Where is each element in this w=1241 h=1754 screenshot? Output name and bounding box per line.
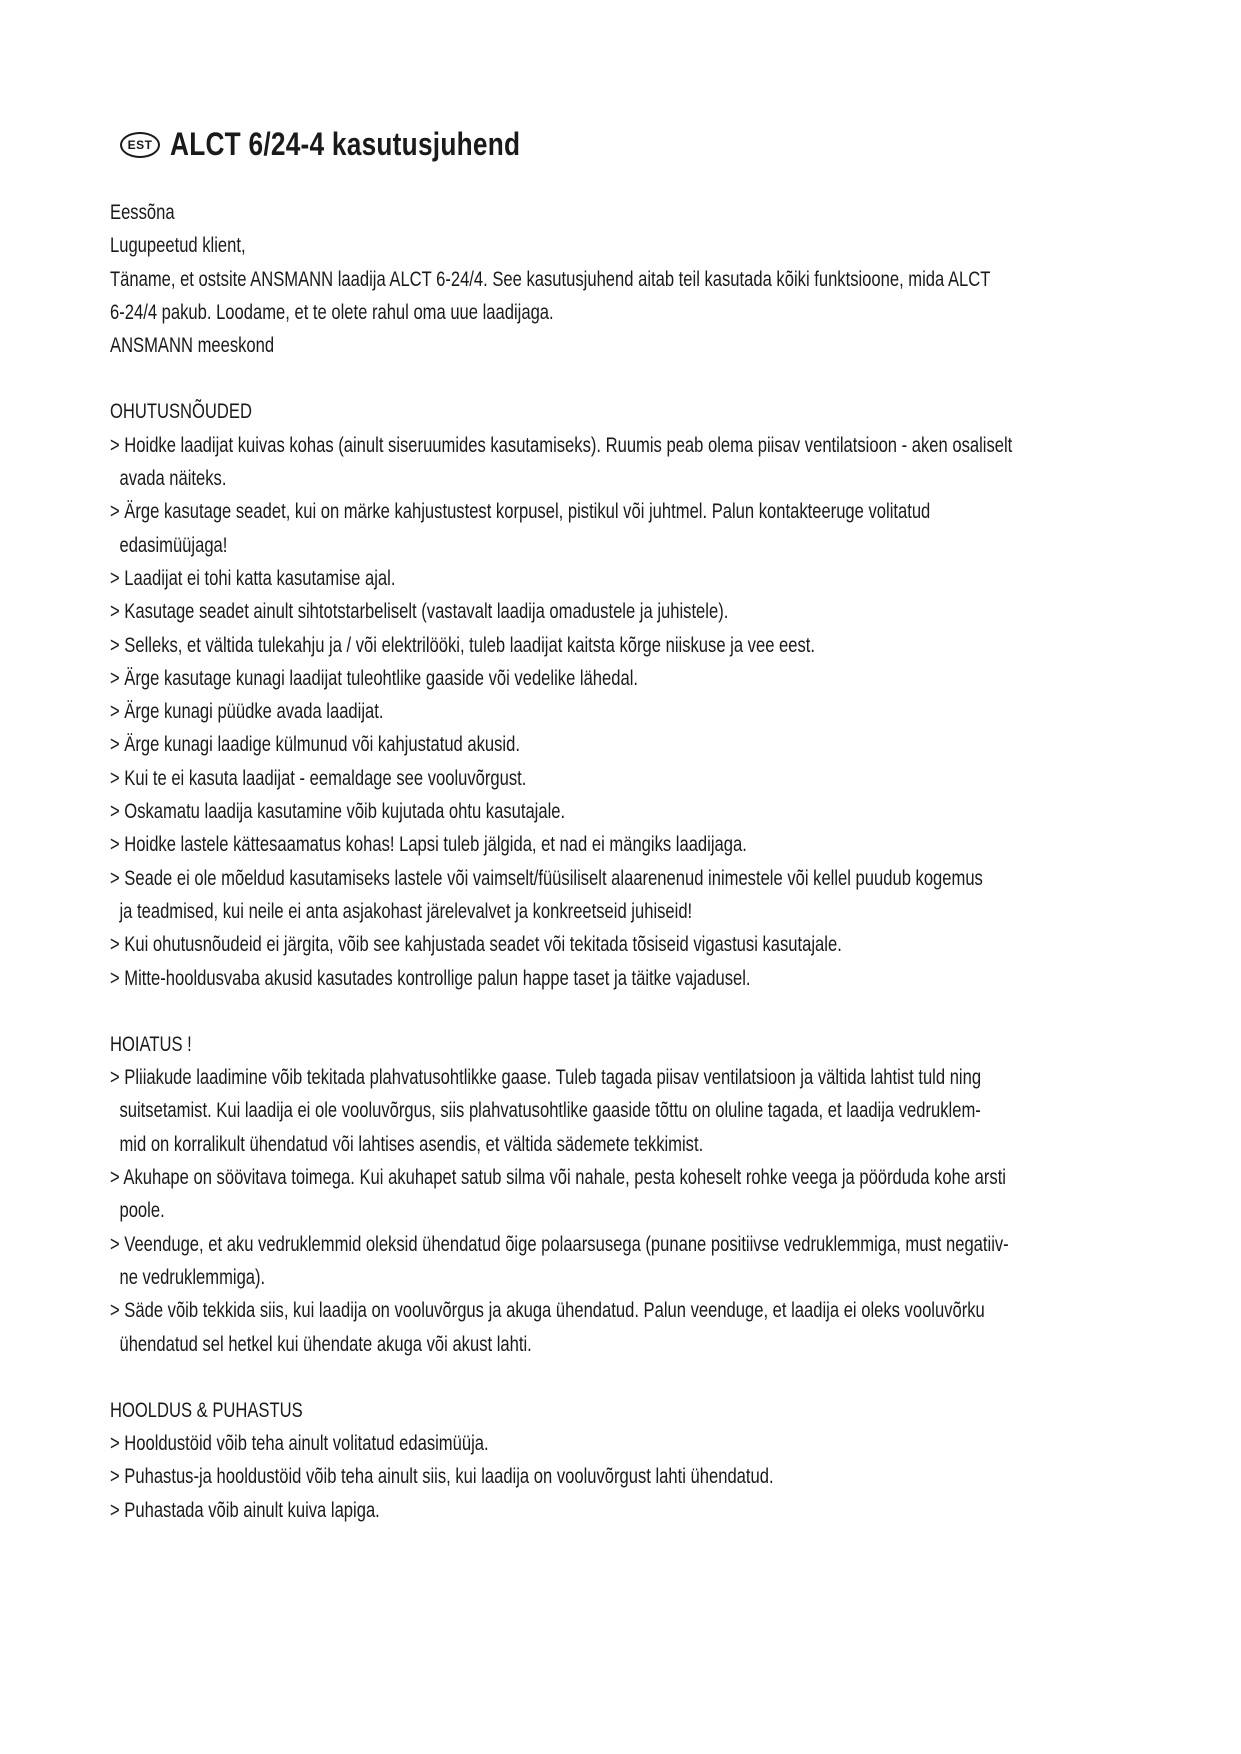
- list-item-text: > Puhastada võib ainult kuiva lapiga.: [110, 1498, 380, 1522]
- intro-line: Täname, et ostsite ANSMANN laadija ALCT 6-24/4. See kasutusjuhend aitab teil kasutada kõiki funktsioone, mida ALCT: [110, 267, 991, 291]
- list-item: [110, 629, 1153, 662]
- care-section: [110, 1394, 1153, 1527]
- list-item-continuation: ja teadmised, kui neile ei anta asjakohast järelevalvet ja konkreetseid juhiseid!: [119, 899, 693, 923]
- list-item: [110, 1494, 1153, 1527]
- list-item-continuation: ühendatud sel hetkel kui ühendate akuga või akust lahti.: [119, 1332, 532, 1356]
- list-item-continuation: edasimüüjaga!: [119, 533, 228, 557]
- list-item-continuation: mid on korralikult ühendatud või lahtises asendis, et vältida sädemete tekkimist.: [119, 1132, 704, 1156]
- list-item-text: > Veenduge, et aku vedruklemmid oleksid ühendatud õige polaarsusega (punane positiivse vedruklemmiga, must negatiiv-: [110, 1232, 1009, 1256]
- intro-section: [110, 196, 1153, 362]
- list-item-text: > Kui te ei kasuta laadijat - eemaldage see vooluvõrgust.: [110, 766, 527, 790]
- list-item-text: > Hoidke laadijat kuivas kohas (ainult siseruumides kasutamiseks). Ruumis peab olema piisav ventilatsioon - aken osaliselt: [110, 433, 1013, 457]
- list-item: [110, 1228, 1153, 1295]
- list-item-text: > Selleks, et vältida tulekahju ja / või elektrilööki, tuleb laadijat kaitsta kõrge niiskuse ja vee eest.: [110, 633, 816, 657]
- list-item-continuation: suitsetamist. Kui laadija ei ole vooluvõrgus, siis plahvatusohtlike gaaside tõttu on oluline tagada, et laadija vedruklem-: [119, 1099, 981, 1123]
- list-item: [110, 562, 1153, 595]
- list-item: [110, 728, 1153, 761]
- section-heading: HOIATUS !: [110, 1032, 192, 1056]
- list-item: [110, 862, 1153, 929]
- care-list: [110, 1427, 1153, 1527]
- list-item-text: > Seade ei ole mõeldud kasutamiseks lastele või vaimselt/füüsiliselt alaarenenud inimestele või kellel puudub kogemus: [110, 866, 983, 890]
- section-heading: HOOLDUS & PUHASTUS: [110, 1398, 303, 1422]
- list-item-text: > Laadijat ei tohi katta kasutamise ajal.: [110, 566, 396, 590]
- language-badge: EST: [120, 132, 160, 158]
- intro-line: Lugupeetud klient,: [110, 234, 246, 258]
- list-item: [110, 1061, 1153, 1161]
- list-item-continuation: poole.: [119, 1199, 165, 1223]
- list-item-text: > Hoidke lastele kättesaamatus kohas! Lapsi tuleb jälgida, et nad ei mängiks laadijaga.: [110, 833, 747, 857]
- list-item: [110, 828, 1153, 861]
- warning-section: [110, 1028, 1153, 1361]
- document-body: [110, 196, 1153, 1527]
- section-heading: OHUTUSNÕUDED: [110, 400, 252, 424]
- list-item-continuation: avada näiteks.: [119, 467, 227, 491]
- list-item-text: > Oskamatu laadija kasutamine võib kujutada ohtu kasutajale.: [110, 800, 566, 824]
- list-item: [110, 429, 1153, 496]
- safety-list: [110, 429, 1153, 995]
- list-item: [110, 495, 1153, 562]
- list-item-text: > Pliiakude laadimine võib tekitada plahvatusohtlikke gaase. Tuleb tagada piisav ventilatsioon ja vältida lahtist tuld ning: [110, 1066, 982, 1090]
- list-item: [110, 1294, 1153, 1361]
- intro-line: ANSMANN meeskond: [110, 334, 275, 358]
- list-item-text: > Ärge kasutage seadet, kui on märke kahjustustest korpusel, pistikul või juhtmel. Palun kontakteeruge volitatud: [110, 500, 931, 524]
- list-item: [110, 1161, 1153, 1228]
- list-item-continuation: ne vedruklemmiga).: [119, 1265, 266, 1289]
- list-item-text: > Ärge kasutage kunagi laadijat tuleohtlike gaaside või vedelike lähedal.: [110, 666, 639, 690]
- list-item: [110, 662, 1153, 695]
- list-item-text: > Kui ohutusnõudeid ei järgita, võib see kahjustada seadet või tekitada tõsiseid vigastusi kasutajale.: [110, 933, 842, 957]
- list-item-text: > Säde võib tekkida siis, kui laadija on vooluvõrgus ja akuga ühendatud. Palun veenduge, et laadija ei oleks vooluvõrku: [110, 1299, 985, 1323]
- list-item-text: > Puhastus-ja hooldustöid võib teha ainult siis, kui laadija on vooluvõrgust lahti ühendatud.: [110, 1465, 774, 1489]
- list-item: [110, 595, 1153, 628]
- list-item: [110, 928, 1153, 961]
- list-item-text: > Akuhape on söövitava toimega. Kui akuhapet satub silma või nahale, pesta koheselt rohke veega ja pöörduda kohe arsti: [110, 1166, 1006, 1190]
- list-item: [110, 762, 1153, 795]
- safety-section: [110, 395, 1153, 994]
- list-item: [110, 795, 1153, 828]
- intro-line: 6-24/4 pakub. Loodame, et te olete rahul oma uue laadijaga.: [110, 300, 554, 324]
- list-item-text: > Hooldustöid võib teha ainult volitatud edasimüüja.: [110, 1432, 489, 1456]
- list-item: [110, 1427, 1153, 1460]
- list-item: [110, 1460, 1153, 1493]
- list-item-text: > Ärge kunagi laadige külmunud või kahjustatud akusid.: [110, 733, 520, 757]
- list-item-text: > Mitte-hooldusvaba akusid kasutades kontrollige palun happe taset ja täitke vajadusel.: [110, 966, 751, 990]
- intro-line: Eessõna: [110, 201, 175, 224]
- title-row: [120, 126, 597, 163]
- list-item: [110, 962, 1153, 995]
- list-item-text: > Ärge kunagi püüdke avada laadijat.: [110, 700, 384, 724]
- page-title: ALCT 6/24-4 kasutusjuhend: [170, 126, 521, 162]
- list-item: [110, 695, 1153, 728]
- warning-list: [110, 1061, 1153, 1361]
- list-item-text: > Kasutage seadet ainult sihtotstarbeliselt (vastavalt laadija omadustele ja juhistele).: [110, 600, 729, 624]
